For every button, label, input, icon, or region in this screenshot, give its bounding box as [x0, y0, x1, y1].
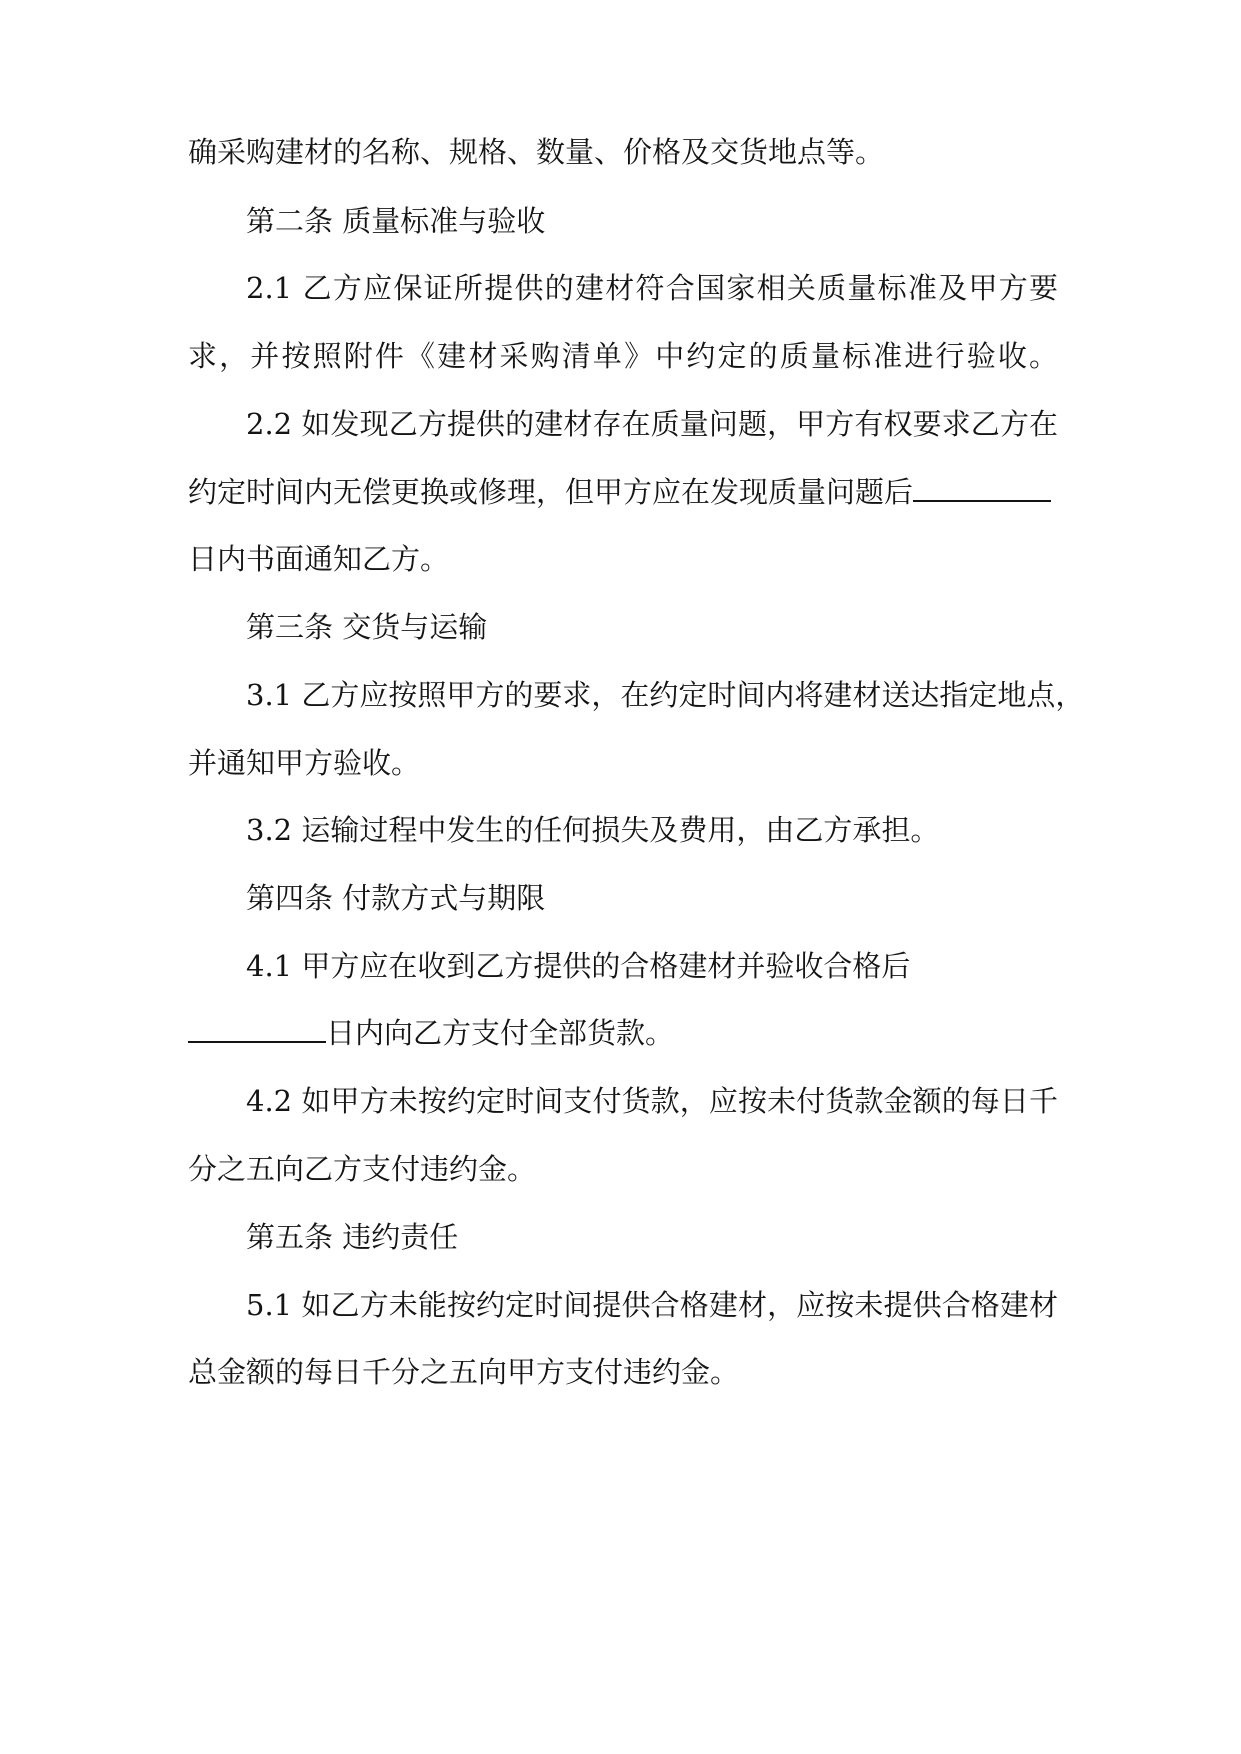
- fill-in-blank[interactable]: [913, 472, 1051, 502]
- paragraph-line: [188, 336, 1058, 376]
- clause-line: [246, 268, 1058, 308]
- line-text: 求，并按照附件《建材采购清单》中约定的质量标准进行验收。: [188, 339, 1058, 373]
- line-text: 5.1 如乙方未能按约定时间提供合格建材，应按未提供合格建材: [246, 1288, 1058, 1322]
- line-text: 2.2 如发现乙方提供的建材存在质量问题，甲方有权要求乙方在: [246, 407, 1058, 441]
- line-text: 日内书面通知乙方。: [188, 542, 450, 576]
- line-text: 分之五向乙方支付违约金。: [188, 1152, 537, 1186]
- clause-line: [246, 810, 1058, 850]
- article-heading: [246, 878, 1058, 918]
- paragraph-line: [188, 472, 1058, 512]
- line-text: 4.1 甲方应在收到乙方提供的合格建材并验收合格后: [246, 949, 911, 983]
- line-text: 日内向乙方支付全部货款。: [326, 1016, 675, 1050]
- line-text: 确采购建材的名称、规格、数量、价格及交货地点等。: [188, 135, 885, 169]
- clause-line: [246, 404, 1058, 444]
- line-text: 3.1 乙方应按照甲方的要求，在约定时间内将建材送达指定地点，: [246, 678, 1085, 712]
- clause-line: [246, 1081, 1058, 1121]
- clause-line: [246, 1285, 1058, 1325]
- line-text: 并通知甲方验收。: [188, 746, 421, 780]
- line-text: 约定时间内无偿更换或修理，但甲方应在发现质量问题后: [188, 475, 914, 509]
- paragraph-line: [188, 132, 1058, 172]
- line-text: 2.1 乙方应保证所提供的建材符合国家相关质量标准及甲方要: [246, 271, 1058, 305]
- heading-text: 第二条 质量标准与验收: [246, 204, 546, 238]
- line-text: 3.2 运输过程中发生的任何损失及费用，由乙方承担。: [246, 813, 940, 847]
- heading-text: 第三条 交货与运输: [246, 610, 488, 644]
- article-heading: [246, 607, 1058, 647]
- paragraph-line: [188, 1352, 1058, 1392]
- article-heading: [246, 1217, 1058, 1257]
- clause-line: [246, 946, 1058, 986]
- line-text: 4.2 如甲方未按约定时间支付货款，应按未付货款金额的每日千: [246, 1084, 1058, 1118]
- fill-in-blank[interactable]: [188, 1013, 326, 1043]
- clause-line: [246, 675, 1085, 715]
- paragraph-line: [188, 743, 1058, 783]
- heading-text: 第四条 付款方式与期限: [246, 881, 546, 915]
- paragraph-line: [188, 1149, 1058, 1189]
- paragraph-line: [188, 1013, 1058, 1053]
- article-heading: [246, 201, 1058, 241]
- line-text: 总金额的每日千分之五向甲方支付违约金。: [188, 1355, 740, 1389]
- heading-text: 第五条 违约责任: [246, 1220, 459, 1254]
- paragraph-line: [188, 539, 1058, 579]
